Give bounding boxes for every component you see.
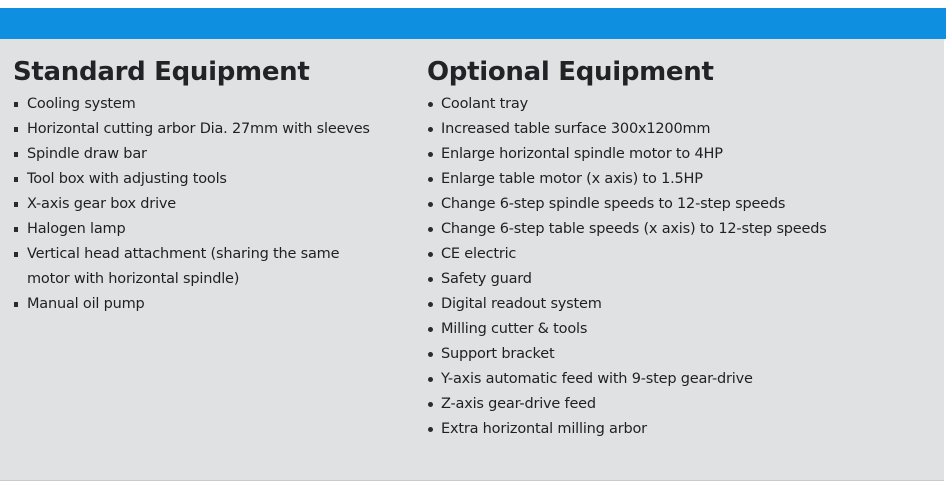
list-item-continuation xyxy=(13,267,413,292)
list-item xyxy=(13,92,413,117)
list-item-text: Digital readout system xyxy=(441,296,602,312)
square-bullet-icon xyxy=(14,102,18,107)
standard-equipment-heading: Standard Equipment xyxy=(13,57,310,87)
round-bullet-icon xyxy=(428,152,433,157)
round-bullet-icon xyxy=(428,402,433,407)
list-item-text: Change 6-step spindle speeds to 12-step speeds xyxy=(441,196,786,212)
list-item-text: Manual oil pump xyxy=(27,296,145,312)
list-item xyxy=(13,117,413,142)
list-item-text: Horizontal cutting arbor Dia. 27mm with sleeves xyxy=(27,121,370,137)
list-item xyxy=(427,242,927,267)
list-item-text: Tool box with adjusting tools xyxy=(27,171,227,187)
list-item xyxy=(13,242,413,267)
list-item-text: Y-axis automatic feed with 9-step gear-drive xyxy=(441,371,753,387)
round-bullet-icon xyxy=(428,277,433,282)
round-bullet-icon xyxy=(428,202,433,207)
list-item xyxy=(427,292,927,317)
list-item-text: X-axis gear box drive xyxy=(27,196,176,212)
list-item xyxy=(427,117,927,142)
square-bullet-icon xyxy=(14,177,18,182)
list-item xyxy=(427,142,927,167)
round-bullet-icon xyxy=(428,252,433,257)
list-item-text: Extra horizontal milling arbor xyxy=(441,421,647,437)
optional-equipment-heading: Optional Equipment xyxy=(427,57,714,87)
square-bullet-icon xyxy=(14,152,18,157)
round-bullet-icon xyxy=(428,352,433,357)
list-item xyxy=(13,217,413,242)
round-bullet-icon xyxy=(428,102,433,107)
round-bullet-icon xyxy=(428,127,433,132)
round-bullet-icon xyxy=(428,177,433,182)
list-item-text: Z-axis gear-drive feed xyxy=(441,396,596,412)
standard-equipment-section xyxy=(13,54,413,317)
list-item xyxy=(427,217,927,242)
list-item xyxy=(427,342,927,367)
round-bullet-icon xyxy=(428,427,433,432)
square-bullet-icon xyxy=(14,202,18,207)
list-item xyxy=(13,167,413,192)
list-item-text: Enlarge horizontal spindle motor to 4HP xyxy=(441,146,723,162)
optional-equipment-list xyxy=(427,92,927,442)
list-item-text: Vertical head attachment (sharing the same xyxy=(27,246,340,262)
list-item-text: Halogen lamp xyxy=(27,221,126,237)
round-bullet-icon xyxy=(428,227,433,232)
list-item xyxy=(427,167,927,192)
list-item-text: Spindle draw bar xyxy=(27,146,147,162)
square-bullet-icon xyxy=(14,127,18,132)
list-item xyxy=(427,317,927,342)
square-bullet-icon xyxy=(14,252,18,257)
list-item xyxy=(13,192,413,217)
list-item-text: Support bracket xyxy=(441,346,555,362)
list-item xyxy=(13,142,413,167)
list-item xyxy=(427,192,927,217)
square-bullet-icon xyxy=(14,227,18,232)
round-bullet-icon xyxy=(428,302,433,307)
list-item xyxy=(13,292,413,317)
list-item-text: Cooling system xyxy=(27,96,136,112)
list-item-text: Change 6-step table speeds (x axis) to 12-step speeds xyxy=(441,221,827,237)
list-item-text: CE electric xyxy=(441,246,517,262)
standard-equipment-list xyxy=(13,92,413,317)
list-item-text: Enlarge table motor (x axis) to 1.5HP xyxy=(441,171,703,187)
top-accent-bar xyxy=(0,8,946,39)
list-item-text: motor with horizontal spindle) xyxy=(27,271,240,287)
list-item-text: Milling cutter & tools xyxy=(441,321,588,337)
list-item xyxy=(427,92,927,117)
list-item-text: Safety guard xyxy=(441,271,532,287)
square-bullet-icon xyxy=(14,302,18,307)
round-bullet-icon xyxy=(428,377,433,382)
list-item xyxy=(427,417,927,442)
list-item xyxy=(427,367,927,392)
round-bullet-icon xyxy=(428,327,433,332)
list-item xyxy=(427,267,927,292)
optional-equipment-section xyxy=(427,54,927,442)
list-item-text: Increased table surface 300x1200mm xyxy=(441,121,711,137)
list-item-text: Coolant tray xyxy=(441,96,528,112)
list-item xyxy=(427,392,927,417)
